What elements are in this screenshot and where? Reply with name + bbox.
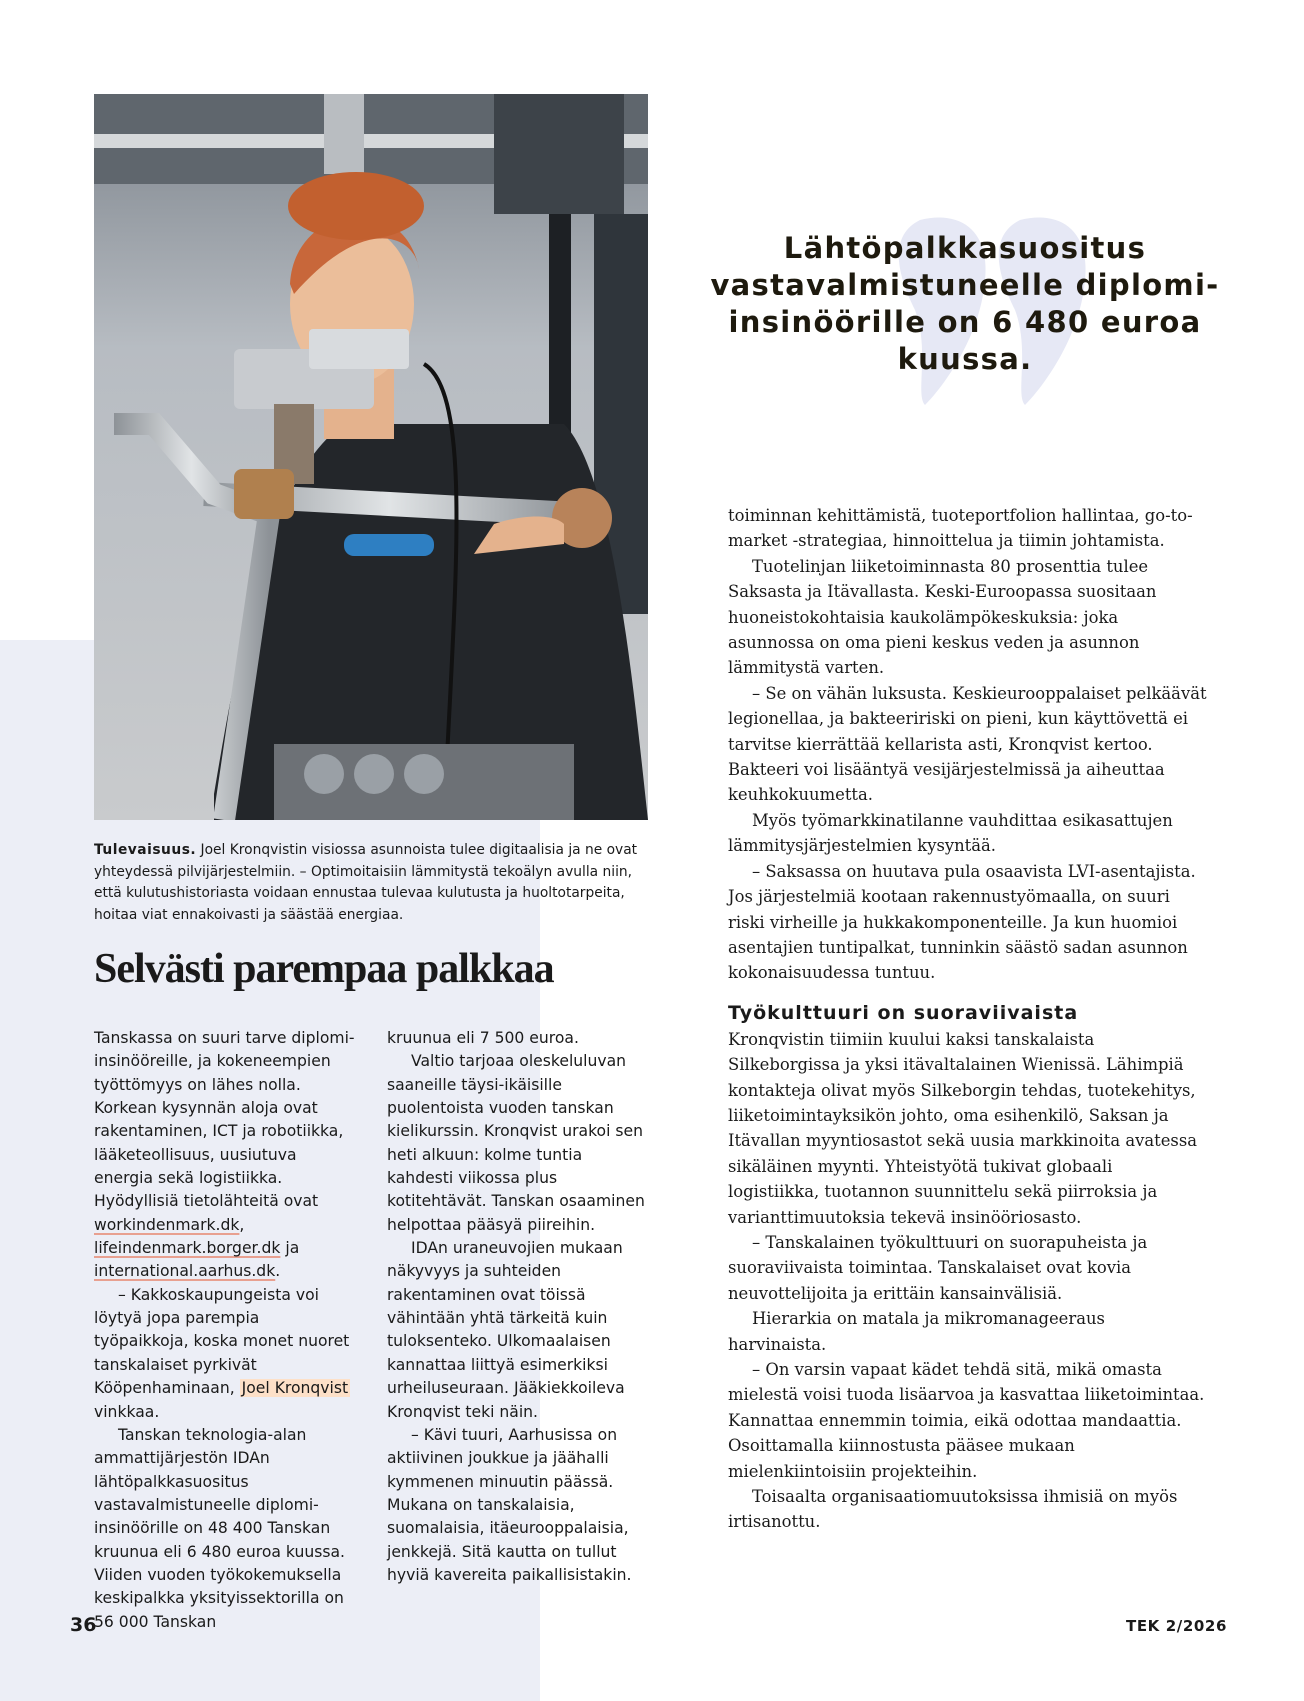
paragraph: – Tanskalainen työkulttuuri on suorapuheista ja suoraviivaista toimintaa. Tanskalaiset ovat kovia neuvottelijoita ja erittäin kansainvälisiä. [728, 1232, 1148, 1303]
link-lifeindenmark[interactable]: lifeindenmark.borger.dk [94, 1239, 281, 1258]
paragraph [94, 1284, 356, 1424]
pull-quote: Lähtöpalkkasuositus vastavalmistuneelle diplomi-insinöörille on 6 480 euroa kuussa. [710, 231, 1220, 376]
link-workindenmark[interactable]: workindenmark.dk [94, 1215, 240, 1234]
text-column-right [728, 503, 1208, 1535]
paragraph: IDAn uraneuvojien mukaan näkyvyys ja suhteiden rakentaminen ovat töissä vähintään yhtä tärkeitä kuin tuloksenteko. Ulkomaalaisen kannattaa liittyä esimerkiksi urheiluseuraan. Jääkiekkoileva Kronqvist teki näin. [387, 1239, 625, 1421]
caption-text: Joel Kronqvistin visiossa asunnoista tulee digitaalisia ja ne ovat yhteydessä pilvijärjestelmiin. – Optimoitaisiin lämmitystä tekoälyn avulla niin, että kulutushistoriasta voidaan ennustaa tulevaa kulutusta ja huoltotarpeita, hoitaa viat ennakoivasti ja säästää energiaa. [94, 842, 638, 923]
paragraph-text: Tanskassa on suuri tarve diplomi-insinööreille, ja kokeneempien työttömyys on lähes nolla. Korkean kysynnän aloja ovat rakentaminen, ICT ja robotiikka, lääketeollisuus, uusiutuva energia sekä logistiikka. Hyödyllisiä tietolähteitä ovat [94, 1029, 355, 1211]
paragraph: – Saksassa on huutava pula osaavista LVI-asentajista. Jos järjestelmiä kootaan rakennustyömaalla, on suuri riski virheille ja hukkakomponenteille. Ja kun huomioi asentajien tuntipalkat, tunninkin säästö sadan asunnon kokonaisuudessa tuntuu. [728, 861, 1196, 983]
portrait-photo [94, 94, 648, 820]
paragraph: – Kävi tuuri, Aarhusissa on aktiivinen joukkue ja jäähalli kymmenen minuutin päässä. Mukana on tanskalaisia, suomalaisia, itäeurooppalaisia, jenkkejä. Sitä kautta on tullut hyviä kavereita paikallisistakin. [387, 1425, 632, 1584]
paragraph-text: – Kakkoskaupungeista voi löytyä jopa parempia työpaikkoja, koska monet nuoret tanskalaiset pyrkivät Kööpenhaminaan, [94, 1285, 350, 1398]
paragraph-text: vinkkaa. [94, 1402, 160, 1421]
section-headline: Selvästi parempaa palkkaa [94, 946, 554, 992]
link-international-aarhus[interactable]: international.aarhus.dk [94, 1262, 276, 1281]
paragraph [94, 1027, 356, 1284]
paragraph: Myös työmarkkinatilanne vauhdittaa esikasattujen lämmitysjärjestelmien kysyntää. [728, 810, 1173, 856]
paragraph: Hierarkia on matala ja mikromanageeraus harvinaista. [728, 1309, 1105, 1354]
paragraph: kruunua eli 7 500 euroa. [387, 1029, 579, 1047]
paragraph: – On varsin vapaat kädet tehdä sitä, mikä omasta mielestä voisi tuoda lisäarvoa ja kasvattaa liiketoimintaa. Kannattaa ennemmin toimia, eikä odottaa mandaattia. Osoittamalla kiinnostusta pääsee mukaan mielenkiintoisiin projekteihin. [728, 1360, 1205, 1481]
text-column-left [94, 1027, 356, 1634]
page-number: 36 [70, 1614, 97, 1636]
paragraph: Tanskan teknologia-alan ammattijärjestön IDAn lähtöpalkkasuositus vastavalmistuneelle diplomi-insinöörille on 48 400 Tanskan kruunua eli 6 480 euroa kuussa. Viiden vuoden työkokemuksella keskipalkka yksityissektorilla on 56 000 Tanskan [94, 1425, 345, 1631]
caption-lead: Tulevaisuus. [94, 842, 197, 858]
issue-label: TEK 2/2026 [1126, 1617, 1227, 1635]
paragraph: toiminnan kehittämistä, tuoteportfolion hallintaa, go-to-market -strategiaa, hinnoittelua ja tiimin johtamista. [728, 506, 1193, 551]
photo-caption [94, 840, 654, 926]
paragraph: Valtio tarjoaa oleskeluluvan saaneille täysi-ikäisille puolentoista vuoden tanskan kielikurssin. Kronqvist urakoi sen heti alkuun: kolme tuntia kahdesti viikossa plus kotitehtävät. Tanskan osaaminen helpottaa pääsyä piireihin. [387, 1052, 645, 1234]
pull-quote-block [700, 200, 1230, 430]
separator-text: . [275, 1262, 281, 1281]
subheading: Työkulttuuri on suoraviivaista [728, 1001, 1079, 1024]
paragraph: – Se on vähän luksusta. Keskieurooppalaiset pelkäävät legionellaa, ja bakteeririski on pieni, kun käyttövettä ei tarvitse kierrättää kellarista asti, Kronqvist kertoo. Bakteeri voi lisääntyä vesijärjestelmissä ja aiheuttaa keuhkokuumetta. [728, 683, 1207, 805]
paragraph: Tuotelinjan liiketoiminnasta 80 prosenttia tulee Saksasta ja Itävallasta. Keski-Euroopassa suositaan huoneistokohtaisia kaukolämpökeskuksia: joka asunnossa on oma pieni keskus veden ja asunnon lämmitystä varten. [728, 556, 1157, 678]
separator-text: ja [280, 1239, 300, 1258]
text-column-middle [387, 1027, 649, 1587]
paragraph: Kronqvistin tiimiin kuului kaksi tanskalaista Silkeborgissa ja yksi itävaltalainen Wienissä. Lähimpiä kontakteja olivat myös Silkeborgin tehdas, tuotekehitys, liiketoimintayksikön johto, oma esihenkilö, Saksan ja Itävallan myyntiosastot sekä uusia markkinoita avatessa sikäläinen myynti. Yhteistyötä tukivat globaali logistiikka, tuotannon suunnittelu sekä piirroksia ja varianttimuutoksia tekevä insinööriosasto. [728, 1029, 1197, 1227]
separator-text: , [239, 1215, 245, 1234]
paragraph: Toisaalta organisaatiomuutoksissa ihmisiä on myös irtisanottu. [728, 1487, 1178, 1532]
highlighted-name: Joel Kronqvist [241, 1379, 349, 1398]
